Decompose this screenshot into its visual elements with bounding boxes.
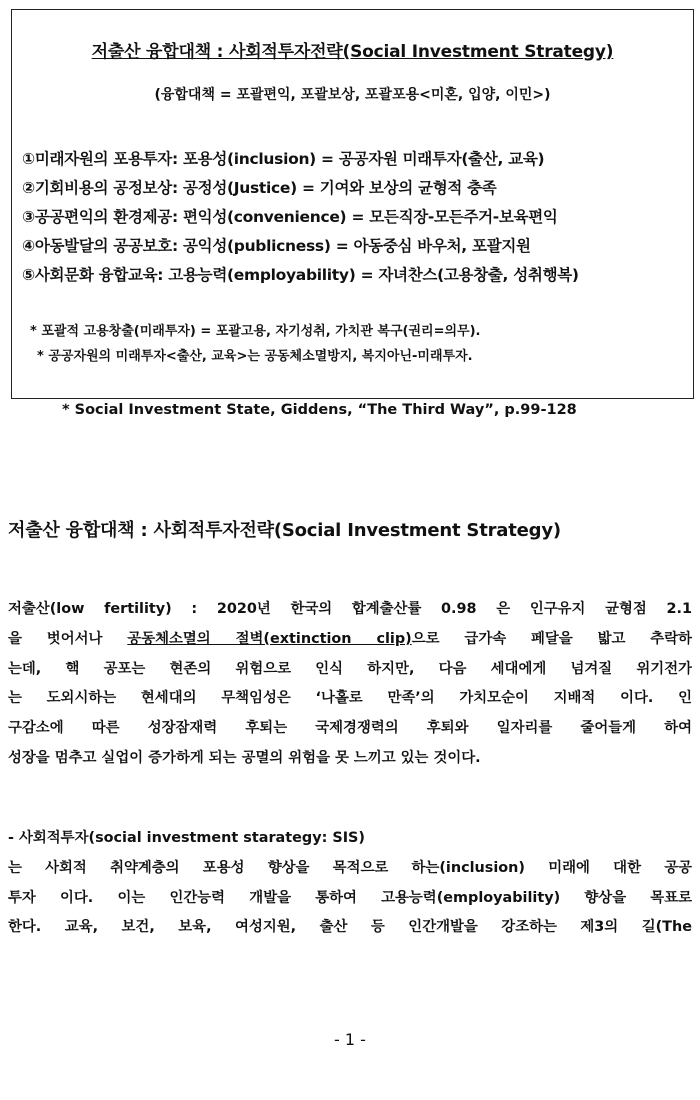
paragraph-line: 한다. 교육, 보건, 보육, 여성지원, 출산 등 인간개발을 강조하는 제3의 길(The: [8, 919, 692, 936]
paragraph-line: 투자 이다. 이는 인간능력 개발을 통하여 고용능력(employability) 향상을 목표로: [8, 889, 692, 906]
text-run: 으로 급가속 페달을 밟고 추락하: [411, 630, 692, 647]
summary-notes: [30, 319, 480, 369]
pillar-item: ①미래자원의 포용투자: 포용성(inclusion) = 공공자원 미래투자(출산, 교육): [22, 150, 545, 168]
text-run: 을 벗어서나: [8, 630, 128, 647]
pillar-list: [22, 145, 579, 290]
paragraph-line: [8, 625, 692, 655]
summary-box: [11, 9, 694, 399]
paragraph-low-fertility: [8, 595, 692, 774]
paragraph-line: 성장을 멈추고 실업이 증가하게 되는 공멸의 위험을 못 느끼고 있는 것이다.: [8, 749, 481, 766]
note-item: * 공공자원의 미래투자<출산, 교육>는 공동체소멸방지, 복지아닌-미래투자.: [37, 349, 473, 364]
source-note: * Social Investment State, Giddens, “The Third Way”, p.99-128: [62, 402, 577, 418]
pillar-item: ⑤사회문화 융합교육: 고용능력(employability) = 자녀찬스(고용창출, 성취행복): [22, 266, 579, 284]
section-heading: 저출산 융합대책 : 사회적투자전략(Social Investment Strategy): [8, 520, 561, 541]
note-item: * 포괄적 고용창출(미래투자) = 포괄고용, 자기성취, 가치관 복구(권리=의무).: [30, 324, 481, 339]
paragraph-line: 저출산(low fertility) : 2020년 한국의 합계출산률 0.98 은 인구유지 균형점 2.1: [8, 601, 692, 617]
pillar-item: ③공공편익의 환경제공: 편익성(convenience) = 모든직장-모든주거-보육편익: [22, 208, 558, 226]
paragraph-social-investment: [8, 824, 692, 943]
pillar-item: ②기회비용의 공정보상: 공정성(Justice) = 기여와 보상의 균형적 충족: [22, 179, 497, 197]
paragraph-line: 구감소에 따른 성장잠재력 후퇴는 국제경쟁력의 후퇴와 일자리를 줄어들게 하여: [8, 720, 692, 737]
page-number: - 1 -: [334, 1030, 366, 1049]
underlined-phrase: 공동체소멸의 절벽(extinction clip): [127, 630, 412, 647]
pillar-item: ④아동발달의 공공보호: 공익성(publicness) = 아동중심 바우처, 포괄지원: [22, 237, 531, 255]
summary-title: 저출산 융합대책 : 사회적투자전략(Social Investment Strategy): [91, 42, 614, 62]
summary-subtitle: (융합대책 = 포괄편익, 포괄보상, 포괄포용<미혼, 입양, 이민>): [154, 87, 551, 103]
paragraph-line: 는데, 핵 공포는 현존의 위험으로 인식 하지만, 다음 세대에게 넘겨질 위기전가: [8, 660, 692, 677]
paragraph-line: 는 도외시하는 현세대의 무책임성은 ‘나홀로 만족’의 가치모순이 지배적 이다. 인: [8, 690, 692, 707]
paragraph-line: 는 사회적 취약계층의 포용성 향상을 목적으로 하는(inclusion) 미래에 대한 공공: [8, 859, 692, 876]
paragraph-subheading: - 사회적투자(social investment starategy: SIS): [8, 830, 365, 846]
